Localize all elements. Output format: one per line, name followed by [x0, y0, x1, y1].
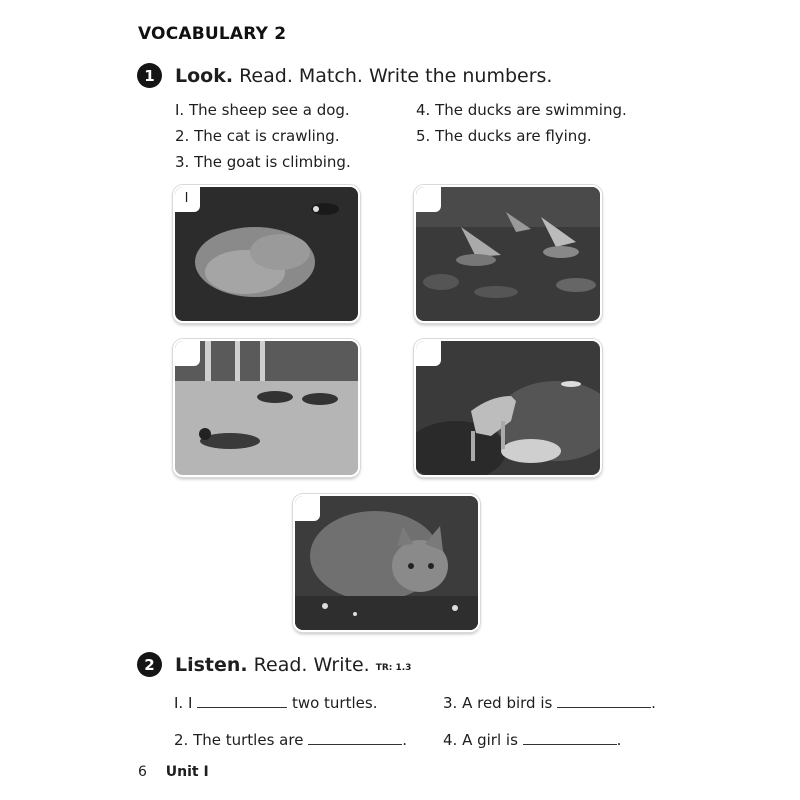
answer-tab[interactable]: [414, 185, 441, 212]
instruction-text: Read. Match. Write the numbers.: [239, 64, 553, 87]
exercise-number-badge: 2: [137, 652, 162, 677]
item-text: I. I: [174, 694, 193, 712]
page-footer: [138, 764, 209, 780]
unit-label: Unit I: [165, 764, 209, 780]
fill-item-1: [174, 694, 377, 712]
answer-tab[interactable]: [173, 339, 200, 366]
sentence-1: I. The sheep see a dog.: [175, 101, 350, 119]
answer-blank[interactable]: [308, 732, 402, 745]
answer-blank[interactable]: [557, 695, 651, 708]
item-text: .: [616, 731, 622, 749]
fill-item-4: [443, 731, 621, 749]
photo-cat: [293, 494, 480, 632]
audio-track-label: TR: 1.3: [375, 662, 412, 673]
answer-blank[interactable]: [197, 695, 287, 708]
instruction-text: Read. Write.: [253, 653, 370, 676]
instruction-bold: Listen.: [175, 653, 248, 676]
photo-goat: [414, 339, 602, 477]
sentence-5: 5. The ducks are flying.: [416, 127, 592, 145]
item-text: 4. A girl is: [443, 731, 518, 749]
photo-ducks-flying: [414, 185, 602, 323]
answer-tab[interactable]: [293, 494, 320, 521]
item-text: .: [402, 731, 407, 749]
item-text: 2. The turtles are: [174, 731, 304, 749]
sentence-4: 4. The ducks are swimming.: [416, 101, 627, 119]
instruction-bold: Look.: [175, 64, 234, 87]
item-text: .: [651, 694, 656, 712]
page-number: 6: [138, 764, 147, 780]
fill-item-2: [174, 731, 407, 749]
section-heading: VOCABULARY 2: [138, 24, 287, 44]
item-text: two turtles.: [291, 694, 378, 712]
answer-tab[interactable]: [414, 339, 441, 366]
answer-blank[interactable]: [523, 732, 617, 745]
exercise-1-title: [137, 63, 552, 88]
sentence-2: 2. The cat is crawling.: [175, 127, 340, 145]
fill-item-3: [443, 694, 656, 712]
item-text: 3. A red bird is: [443, 694, 553, 712]
sentence-3: 3. The goat is climbing.: [175, 153, 351, 171]
exercise-number-badge: 1: [137, 63, 162, 88]
photo-sheep: [173, 185, 360, 323]
answer-tab[interactable]: I: [173, 185, 200, 212]
exercise-2-title: [137, 652, 411, 677]
photo-ducks-swimming: [173, 339, 360, 477]
